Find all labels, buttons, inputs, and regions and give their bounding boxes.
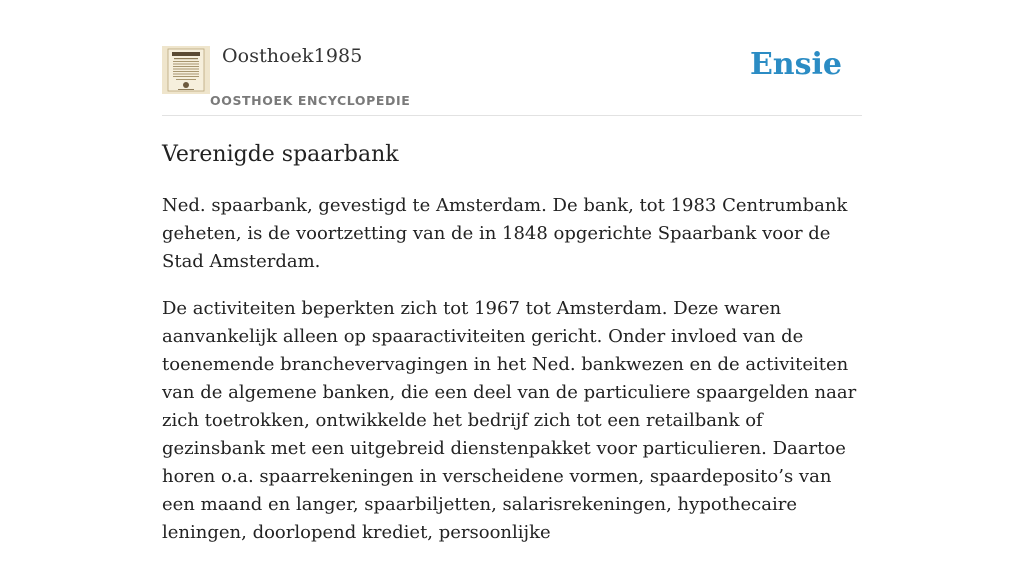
author-name[interactable]: Oosthoek1985 xyxy=(222,45,363,67)
header xyxy=(162,0,862,116)
article-body xyxy=(162,192,862,566)
source-label[interactable]: OOSTHOEK ENCYCLOPEDIE xyxy=(210,93,411,108)
author-avatar[interactable] xyxy=(162,46,210,94)
page xyxy=(162,0,862,543)
encyclopedia-cover-icon xyxy=(162,46,210,94)
article-paragraph: De activiteiten beperkten zich tot 1967 tot Amsterdam. Deze waren aanvankelijk alleen op spaaractiviteiten gericht. Onder invloed van de toenemende branchevervagingen in het Ned. bankwezen en de activiteiten van de algemene banken, die een deel van de particuliere spaargelden naar zich toetrokken, ontwikkelde het bedrijf zich tot een retailbank of gezinsbank met een uitgebreid dienstenpakket voor particulieren. Daartoe horen o.a. spaarrekeningen in verscheidene vormen, spaardeposito’s van een maand en langer, spaarbiljetten, salarisrekeningen, hypothecaire leningen, doorlopend krediet, persoonlijke xyxy=(162,298,857,543)
page-title: Verenigde spaarbank xyxy=(162,142,399,167)
brand-logo[interactable]: Ensie xyxy=(749,47,842,82)
article-paragraph: Ned. spaarbank, gevestigd te Amsterdam. De bank, tot 1983 Centrumbank geheten, is de voortzetting van de in 1848 opgerichte Spaarbank voor de Stad Amsterdam. xyxy=(162,195,848,272)
